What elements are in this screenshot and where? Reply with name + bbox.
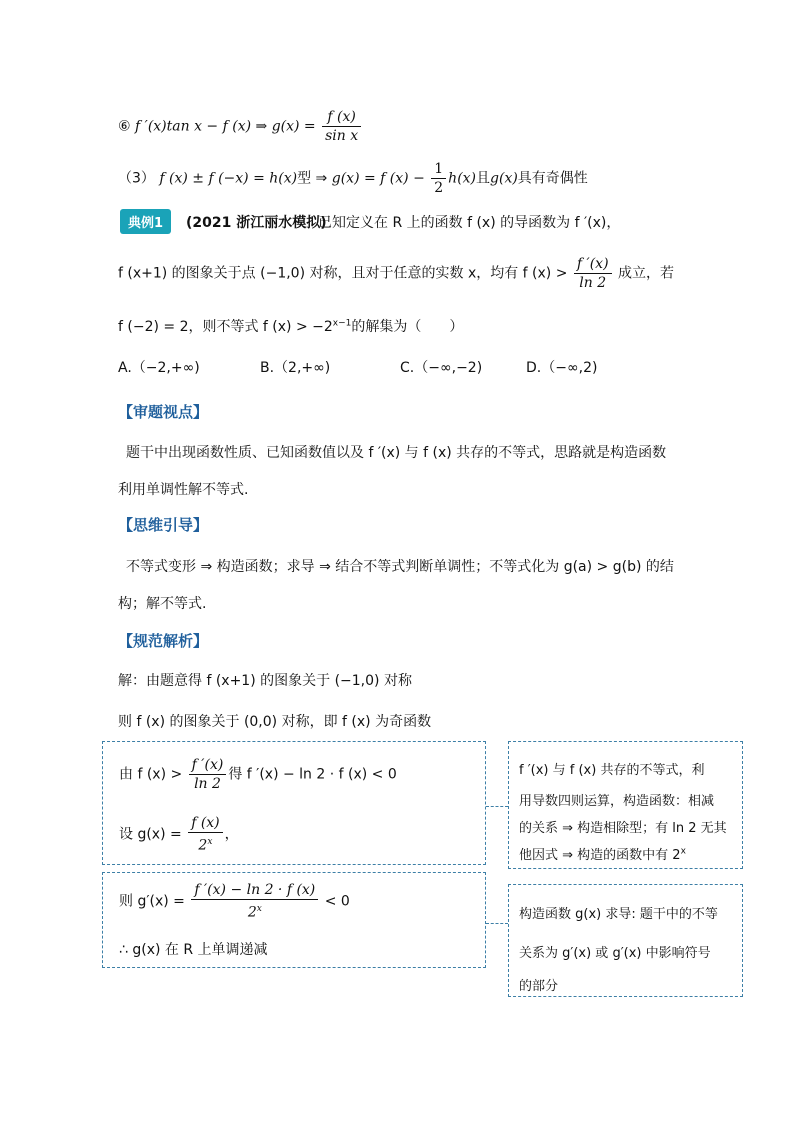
formula-line-3 <box>118 160 588 197</box>
item-number: （3） <box>118 170 155 187</box>
fraction <box>189 756 227 793</box>
note-box-1 <box>508 741 743 869</box>
numerator: f (x) <box>188 814 222 833</box>
connector-line-2 <box>486 923 508 924</box>
note-box-2 <box>508 884 743 997</box>
exponent: x <box>207 837 213 847</box>
note1-line-2: 用导数四则运算，构造函数：相减 <box>519 794 715 809</box>
example-line-2 <box>118 255 674 292</box>
note1-line-4 <box>519 844 686 863</box>
formula-text: f ′(x)tan x − f (x) ⇒ g(x) = <box>135 118 321 135</box>
example-line-1: 已知定义在 R 上的函数 f (x) 的导函数为 f ′(x)， <box>318 215 621 231</box>
formula-text: g(x) <box>490 170 518 187</box>
note1-line-1: f ′(x) 与 f (x) 共存的不等式，利 <box>519 763 705 778</box>
text: 由 f (x) > <box>119 766 187 783</box>
formula-text: g(x) = f (x) − <box>331 170 430 187</box>
guide-line-1: 不等式变形 ⇒ 构造函数；求导 ⇒ 结合不等式判断单调性；不等式化为 g(a) > g(b) 的结 <box>126 559 674 575</box>
text: ， <box>224 826 239 843</box>
guide-line-2: 构；解不等式. <box>118 596 207 612</box>
text: f (x+1) 的图象关于点 (−1,0) 对称，且对于任意的实数 x，均有 f (x) > <box>118 265 572 282</box>
numerator: f (x) <box>322 108 361 127</box>
box2-line-2: ∴ g(x) 在 R 上单调递减 <box>119 942 268 958</box>
formula-text: 且 <box>476 170 491 187</box>
circled-marker: ⑥ <box>118 118 131 135</box>
example-line-3 <box>118 316 463 336</box>
box1-line-1 <box>119 756 397 793</box>
box1-line-2 <box>119 814 239 855</box>
note2-line-2: 关系为 g′(x) 或 g′(x) 中影响符号 <box>519 946 711 961</box>
review-line-1: 题干中出现函数性质、已知函数值以及 f ′(x) 与 f (x) 共存的不等式，思路就是构造函数 <box>126 445 667 461</box>
example-badge: 典例1 <box>120 209 171 234</box>
section-title-solution: 【规范解析】 <box>118 632 209 650</box>
denominator <box>191 900 318 922</box>
note2-line-1: 构造函数 g(x) 求导: 题干中的不等 <box>519 907 718 922</box>
text: 他因式 ⇒ 构造的函数中有 2 <box>519 848 681 863</box>
example-source: (2021 浙江丽水模拟) <box>186 215 327 231</box>
numerator: f ′(x) <box>574 255 612 274</box>
text: 成立，若 <box>618 265 674 282</box>
option-c[interactable]: C.（−∞,−2) <box>400 360 483 376</box>
exponent: x <box>680 846 686 857</box>
text: 得 f ′(x) − ln 2 · f (x) < 0 <box>228 766 397 783</box>
formula-line-6 <box>118 108 363 145</box>
connector-line-1 <box>486 806 508 807</box>
note2-line-3: 的部分 <box>519 979 559 994</box>
fraction <box>322 108 361 145</box>
denominator <box>188 833 222 855</box>
review-line-2: 利用单调性解不等式. <box>118 482 249 498</box>
note1-line-3: 的关系 ⇒ 构造相除型；有 ln 2 无其 <box>519 821 727 836</box>
option-b[interactable]: B.（2,+∞) <box>260 360 331 376</box>
denominator: sin x <box>325 128 359 144</box>
base: 2 <box>198 837 208 854</box>
option-a[interactable]: A.（−2,+∞) <box>118 360 200 376</box>
option-d[interactable]: D.（−∞,2) <box>526 360 598 376</box>
numerator: f ′(x) <box>189 756 227 775</box>
text: < 0 <box>320 893 350 910</box>
exponent: x−1 <box>332 318 352 329</box>
text: 设 g(x) = <box>119 826 187 843</box>
formula-text: 具有奇偶性 <box>517 170 588 187</box>
denominator: ln 2 <box>579 275 607 291</box>
numerator: 1 <box>431 160 446 179</box>
section-title-guide: 【思维引导】 <box>118 516 209 534</box>
formula-text: 型 ⇒ <box>297 170 332 187</box>
box2-line-1 <box>119 881 350 922</box>
solution-box-2 <box>102 872 486 968</box>
solution-box-1 <box>102 741 486 865</box>
denominator: ln 2 <box>194 776 221 792</box>
fraction-half <box>431 160 446 197</box>
section-title-review: 【审题视点】 <box>118 403 209 421</box>
solution-line-1: 解：由题意得 f (x+1) 的图象关于 (−1,0) 对称 <box>118 673 412 689</box>
numerator: f ′(x) − ln 2 · f (x) <box>191 881 318 900</box>
solution-line-2: 则 f (x) 的图象关于 (0,0) 对称，即 f (x) 为奇函数 <box>118 714 432 730</box>
fraction <box>574 255 612 292</box>
text: f (−2) = 2，则不等式 f (x) > −2 <box>118 319 333 335</box>
text: 则 g′(x) = <box>119 893 190 910</box>
fraction <box>191 881 318 922</box>
formula-text: f (x) ± f (−x) = h(x) <box>159 170 298 187</box>
exponent: x <box>256 904 262 914</box>
text: 的解集为（ ） <box>351 319 464 335</box>
formula-text: h(x) <box>448 170 477 187</box>
base: 2 <box>247 904 257 921</box>
fraction <box>188 814 222 855</box>
denominator: 2 <box>434 180 444 196</box>
